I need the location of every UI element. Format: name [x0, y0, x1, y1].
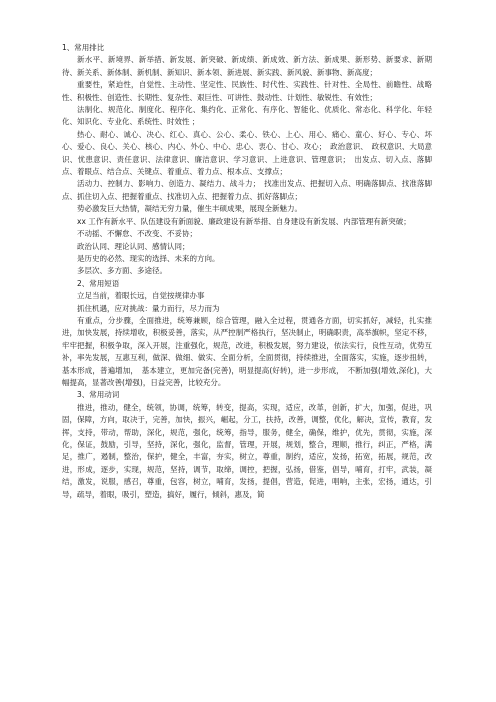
paragraph: 新水平、新境界、新举措、新发展、新突破、新成绩、新成效、新方法、新成果、新形势、新要求、新期待、新关系、新体制、新机制、新知识、新本领、新进展、新实践、新风貌、新事物、新高度； — [62, 55, 432, 77]
text-line: 立足当前，着眼长远，自觉按规律办事 — [77, 291, 205, 301]
paragraph: 重要性，紧迫性，自觉性、主动性、坚定性、民族性、时代性、实践性、针对性、全局性、前瞻性、战略性、积极性、创造性、长期性、复杂性、艰巨性、可讲性、鼓动性、计划性、敏锐性、有效性； — [62, 80, 432, 102]
text-line: 抓住机遇，应对挑战：量力而行，尽力而为 — [77, 303, 220, 313]
paragraph: 热心、耐心、诚心、决心、红心、真心、公心、柔心、铁心、上心、用心、痛心、童心、好心、专心、坏心、爱心、良心、关心、核心、内心、外心、中心、忠心、衷心、甘心、攻心； 政治意识、 政权意识、大局意识、忧患意识、责任意识、法律意识、廉洁意识、学习意识、上进意识、管理意识； 出发点、切入点、落脚点、着眼点、结合点、关键点、着重点、着力点、根本点、支撑点； — [62, 129, 432, 177]
paragraph: xx 工作有新水平、队伍建设有新面貌、廉政建设有新举措、自身建设有新发展、内部管理有新突破； — [77, 216, 411, 226]
section-heading: 2、常用短语 — [77, 278, 120, 288]
paragraph: 推进，推动，健全，统领，协调，统筹，转变，提高，实现，适应，改革，创新，扩大，加强，促进，巩固，保障，方向，取决于，完善，加快，振兴，崛起，分工，扶持，改善，调整，优化，解决，宣传，教育，发挥，支持，带动，帮助，深化，规范，强化，统筹，指导，服务，健全，确保，维护，优先，贯彻，实施，深化，保证，鼓励，引导，坚持，深化，强化，监督，管理，开展，规划，整合，理顺，推行，纠正，严格，满足，推广，遏制，整治，保护，健全，丰富，夯实，树立，尊重，制约，适应，发扬，拓宽，拓展，规范，改进，形成，逐步，实现，规范，坚持，调节，取缔，调控，把握，弘扬，借鉴，倡导，哺育，打牢，武装，凝结，激发，说服，感召，尊重，包容，树立，哺育，发扬，提倡，营造，促进，唱响，主张，宏扬，通达，引导，疏导，着眼，吸引，塑造，搞好，履行，倾斜，惠及，简 — [62, 402, 432, 499]
text-line: 是历史的必然、现实的选择、未来的方向。 — [77, 253, 220, 263]
text-line: 不动摇、不懈怠、不改变、不妥协； — [77, 229, 197, 239]
paragraph: 有重点，分步骤，全面推进，统筹兼顾，综合管理，融入全过程，贯通各方面，切实抓好，减轻，扎实推进，加快发展，持续增收，积极妥善，落实，从严控制严格执行，坚决制止，明确职责，高举旗帜，坚定不移，牢牢把握，积极争取，深入开展，注重强化，规范，改进，积极发展，努力建设，依法实行，良性互动，优势互补，率先发展，互惠互利，做深、做细、做实、全面分析，全面贯彻，持续推进，全面落实，实施，逐步扭转，基本形成，普遍增加， 基本建立，更加完备(完善)，明显提高(好转)，进一步形成， 不断加强(增效,深化)，大幅提高，显著改善(增强)，日益完善，比较充分。 — [62, 315, 432, 387]
document-body — [62, 42, 432, 501]
paragraph: 活动力、控制力、影响力、创造力、凝结力、战斗力； 找准出发点、把握切入点、明确落脚点、找准落脚点、抓住切入点、把握着重点、找准切入点、把握着力点、抓好落脚点； — [62, 179, 432, 201]
paragraph: 势必激发巨大热情，凝结无穷力量，催生丰硕成果，展现全新魅力。 — [77, 204, 302, 214]
paragraph: 法制化、规范化、制度化、程序化、集约化、正常化、有序化、智能化、优质化、常态化、科学化、年轻化、知识化、专业化、系统性、时效性 ； — [62, 105, 432, 127]
section-heading: 3、常用动词 — [77, 390, 120, 400]
text-line: 政治认同、理论认同、感情认同； — [77, 241, 190, 251]
text-line: 多层次、多方面、多途径。 — [77, 266, 167, 276]
section-heading: 1、常用排比 — [62, 43, 105, 52]
